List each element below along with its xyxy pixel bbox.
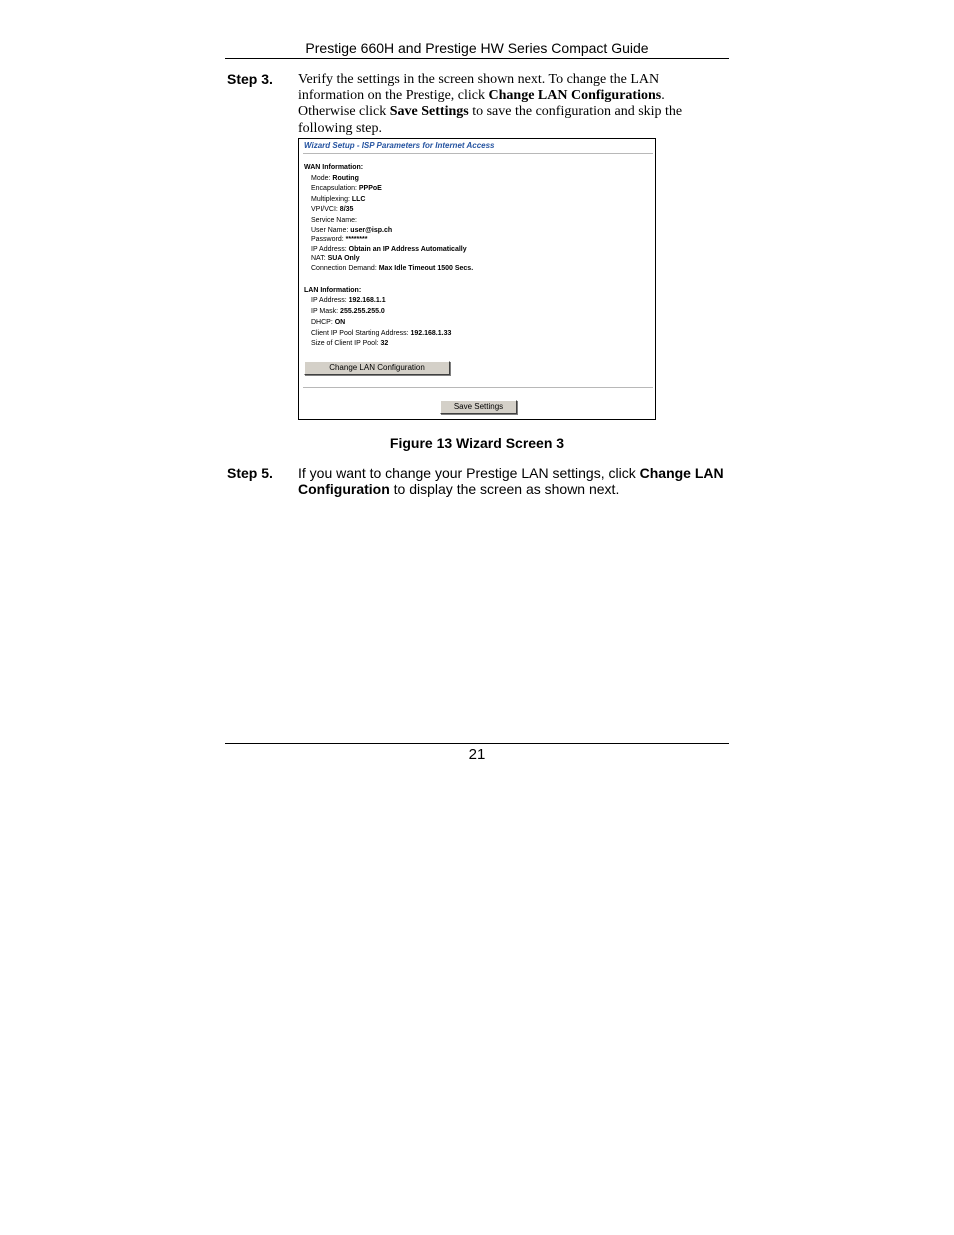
step-5-label: Step 5. bbox=[227, 465, 273, 481]
save-settings-ref: Save Settings bbox=[389, 104, 469, 120]
wan-heading: WAN Information: bbox=[304, 164, 364, 171]
running-header: Prestige 660H and Prestige HW Series Compact Guide bbox=[305, 40, 649, 56]
wan-connection-demand-row: Connection Demand: Max Idle Timeout 1500 Secs. bbox=[311, 265, 474, 272]
step-3-text bbox=[298, 72, 738, 137]
step-5-text bbox=[298, 465, 733, 497]
footer-rule bbox=[225, 743, 729, 744]
wizard-screen bbox=[298, 138, 656, 420]
wan-vpi-vci-row: VPI/VCI: 8/35 bbox=[311, 206, 354, 213]
save-settings-button[interactable]: Save Settings bbox=[440, 400, 517, 414]
lan-pool-size-row: Size of Client IP Pool: 32 bbox=[311, 340, 389, 347]
figure-caption: Figure 13 Wizard Screen 3 bbox=[389, 435, 565, 451]
wan-password-row: Password: ******** bbox=[311, 236, 368, 243]
step-5-line-2: Configuration to display the screen as shown next. bbox=[298, 481, 620, 498]
lan-ip-mask-row: IP Mask: 255.255.255.0 bbox=[311, 308, 385, 315]
wan-nat-row: NAT: SUA Only bbox=[311, 255, 360, 262]
page-number: 21 bbox=[468, 746, 486, 763]
wizard-title-rule bbox=[303, 153, 653, 154]
header-rule bbox=[225, 58, 729, 59]
lan-ip-address-row: IP Address: 192.168.1.1 bbox=[311, 297, 386, 304]
step-3-label: Step 3. bbox=[227, 71, 273, 87]
change-lan-ref: Change LAN Configurations bbox=[488, 88, 662, 104]
step-3-line-1: Verify the settings in the screen shown next. To change the LAN bbox=[298, 72, 660, 87]
lan-heading: LAN Information: bbox=[304, 287, 362, 294]
wan-mode-row: Mode: Routing bbox=[311, 175, 359, 182]
step-3-line-4: following step. bbox=[298, 120, 382, 136]
wizard-footer-rule bbox=[303, 387, 653, 388]
wan-ip-address-row: IP Address: Obtain an IP Address Automatically bbox=[311, 246, 467, 253]
wan-encapsulation-row: Encapsulation: PPPoE bbox=[311, 185, 382, 192]
step-3-line-3: Otherwise click Save Settings to save the configuration and skip the bbox=[298, 104, 683, 120]
wizard-title: Wizard Setup - ISP Parameters for Internet Access bbox=[304, 141, 495, 150]
configuration-ref: Configuration bbox=[298, 481, 390, 498]
wan-service-name-row: Service Name: bbox=[311, 217, 357, 224]
step-3-line-2: information on the Prestige, click Change LAN Configurations. bbox=[298, 88, 665, 104]
wan-multiplexing-row: Multiplexing: LLC bbox=[311, 196, 366, 203]
change-lan-ref-2: Change LAN bbox=[639, 465, 724, 481]
change-lan-configuration-button[interactable]: Change LAN Configuration bbox=[304, 361, 450, 375]
lan-dhcp-row: DHCP: ON bbox=[311, 319, 346, 326]
lan-pool-start-row: Client IP Pool Starting Address: 192.168.1.33 bbox=[311, 330, 452, 337]
wan-user-name-row: User Name: user@isp.ch bbox=[311, 227, 393, 234]
step-5-line-1: If you want to change your Prestige LAN settings, click Change LAN bbox=[298, 465, 724, 481]
